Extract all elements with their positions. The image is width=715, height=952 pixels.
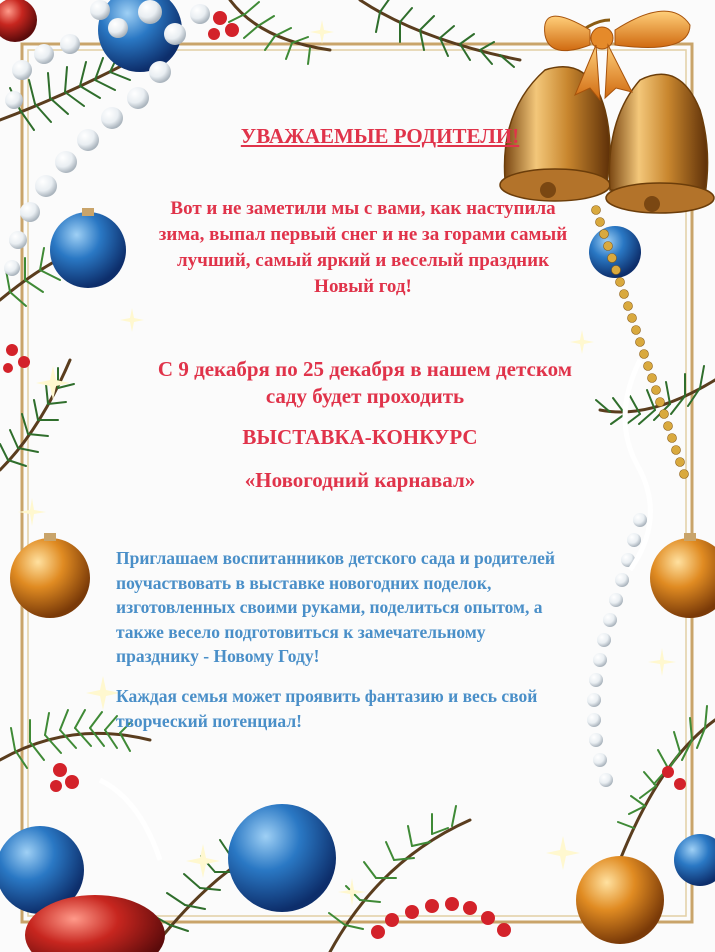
exhibition-title: ВЫСТАВКА-КОНКУРС: [242, 425, 478, 449]
notice-title: УВАЖАЕМЫЕ РОДИТЕЛИ!: [240, 124, 520, 148]
invitation-line: Приглашаем воспитанников детского сада и родителей: [116, 548, 556, 568]
family-line: творческий потенциал!: [116, 710, 302, 731]
invitation-paragraph: [116, 546, 626, 669]
intro-line: лучший, самый яркий и веселый праздник: [176, 250, 550, 271]
family-line: Каждая семья может проявить фантазию и весь свой: [116, 686, 538, 706]
dates-paragraph: [110, 356, 620, 410]
family-paragraph: [116, 684, 626, 733]
invitation-line: изготовленных своими руками, поделиться опытом, а: [116, 597, 543, 617]
dates-line: С 9 декабря по 25 декабря в нашем детском: [157, 357, 573, 381]
exhibition-name: «Новогодний карнавал»: [244, 468, 476, 492]
invitation-line: также весело подготовиться к замечательному: [116, 621, 486, 642]
intro-paragraph: [118, 196, 608, 300]
intro-line: Вот и не заметили мы с вами, как наступила: [170, 198, 556, 219]
intro-line: зима, выпал первый снег и не за горами самый: [158, 224, 568, 245]
intro-line: Новый год!: [314, 276, 412, 297]
dates-line: саду будет проходить: [265, 384, 465, 408]
invitation-line: празднику - Новому Году!: [116, 646, 320, 666]
invitation-line: поучаствовать в выставке новогодних поделок,: [116, 572, 492, 593]
